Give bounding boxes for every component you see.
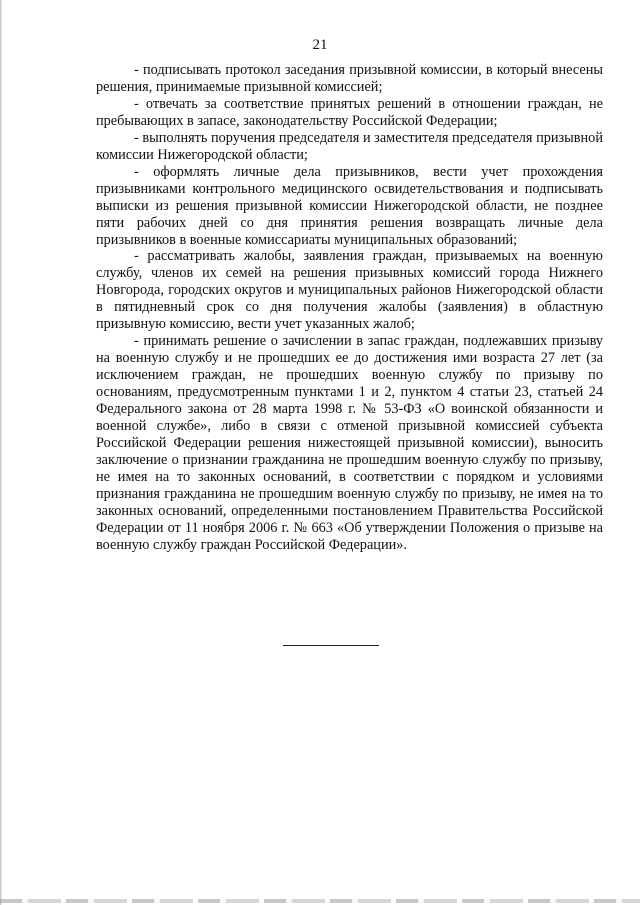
- paragraph-chairman-instructions: - выполнять поручения председателя и заместителя председателя призывной комиссии Нижегородской области;: [96, 129, 603, 163]
- page-number: 21: [312, 37, 328, 53]
- paragraph-decision-compliance: - отвечать за соответствие принятых решений в отношении граждан, не пребывающих в запасе, законодательству Российской Федерации;: [96, 95, 603, 129]
- paragraph-reserve-enrollment: - принимать решение о зачислении в запас граждан, подлежавших призыву на военную службу и не прошедших ее до достижения ими возраста 27 лет (за исключением граждан, не прошедших военную службу по призыву по основаниям, предусмотренным пунктами 1 и 2, пунктом 4 статьи 23, статьей 24 Федерального закона от 28 марта 1998 г. № 53-ФЗ «О воинской обязанности и военной службе», либо в связи с отменой призывной комиссией субъекта Российской Федерации решения нижестоящей призывной комиссии), выносить заключение о признании гражданина не прошедшим военную службу по призыву, не имея на то законных оснований, в соответствии с порядком и условиями признания гражданина не прошедшим военную службу по призыву, не имея на то законных оснований, определенными постановлением Правительства Российской Федерации от 11 ноября 2006 г. № 663 «Об утверждении Положения о призыве на военную службу граждан Российской Федерации».: [96, 333, 603, 553]
- paragraph-personal-files: - оформлять личные дела призывников, вести учет прохождения призывниками контрольного медицинского освидетельствования и подписывать выписки из решения призывной комиссии Нижегородской области, не позднее пяти рабочих дней со дня принятия решения возвращать личные дела призывников в военные комиссариаты муниципальных образований;: [96, 163, 603, 248]
- paragraph-complaints: - рассматривать жалобы, заявления граждан, призываемых на военную службу, членов их семей на решения призывных комиссий города Нижнего Новгорода, городских округов и муниципальных районов Нижегородской области в пятидневный срок со дня получения жалобы (заявления) в областную призывную комиссию, вести учет указанных жалоб;: [96, 248, 603, 333]
- scan-left-edge: [0, 0, 2, 905]
- paragraph-sign-protocol: - подписывать протокол заседания призывной комиссии, в который внесены решения, принимаемые призывной комиссией;: [96, 62, 603, 95]
- end-separator-line: [283, 645, 379, 646]
- scan-bottom-edge: [0, 899, 640, 903]
- body-text: [96, 62, 603, 554]
